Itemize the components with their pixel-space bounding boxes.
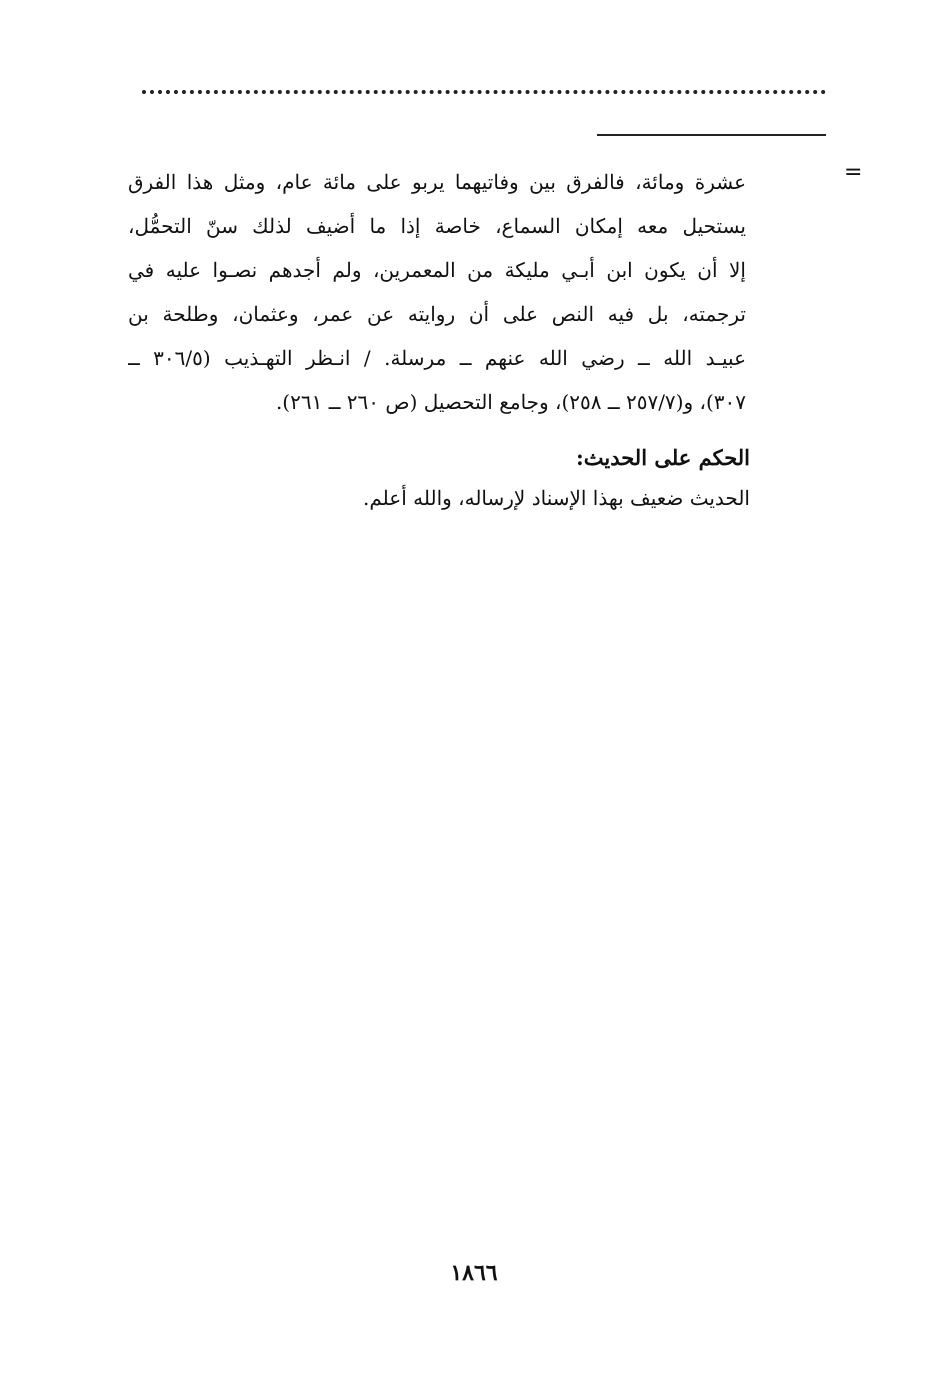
footnote-line: يستحيل معه إمكان السماع، خاصة إذا ما أضيف لذلك سنّ التحمُّل، — [128, 214, 746, 238]
page-number: ١٨٦٦ — [450, 1260, 498, 1286]
ruling-text: الحديث ضعيف بهذا الإسناد لإرساله، والله أعلم. — [363, 486, 750, 510]
dotted-separator — [142, 90, 826, 104]
footnote-line: عشرة ومائة، فالفرق بين وفاتيهما يربو على مائة عام، ومثل هذا الفرق — [128, 170, 746, 194]
ruling-heading: الحكم على الحديث: — [576, 445, 750, 470]
continuation-mark: = — [844, 160, 863, 185]
footnote-line: إلا أن يكون ابن أبـي مليكة من المعمرين، ولم أجدهم نصـوا عليه في — [128, 258, 746, 282]
footnote-line: ترجمته، بل فيه النص على أن روايته عن عمر، وعثمان، وطلحة بن — [128, 302, 746, 326]
footnote-line: عبيـد الله ــ رضي الله عنهم ــ مرسلة. / انـظر التهـذيب (٣٠٦/٥ ــ — [128, 346, 746, 370]
footnote-line: ٣٠٧)، و(٢٥٧/٧ ــ ٢٥٨)، وجامع التحصيل (ص ٢٦٠ ــ ٢٦١). — [275, 390, 746, 414]
footnote-rule — [597, 134, 826, 136]
footnote-block — [128, 160, 746, 424]
